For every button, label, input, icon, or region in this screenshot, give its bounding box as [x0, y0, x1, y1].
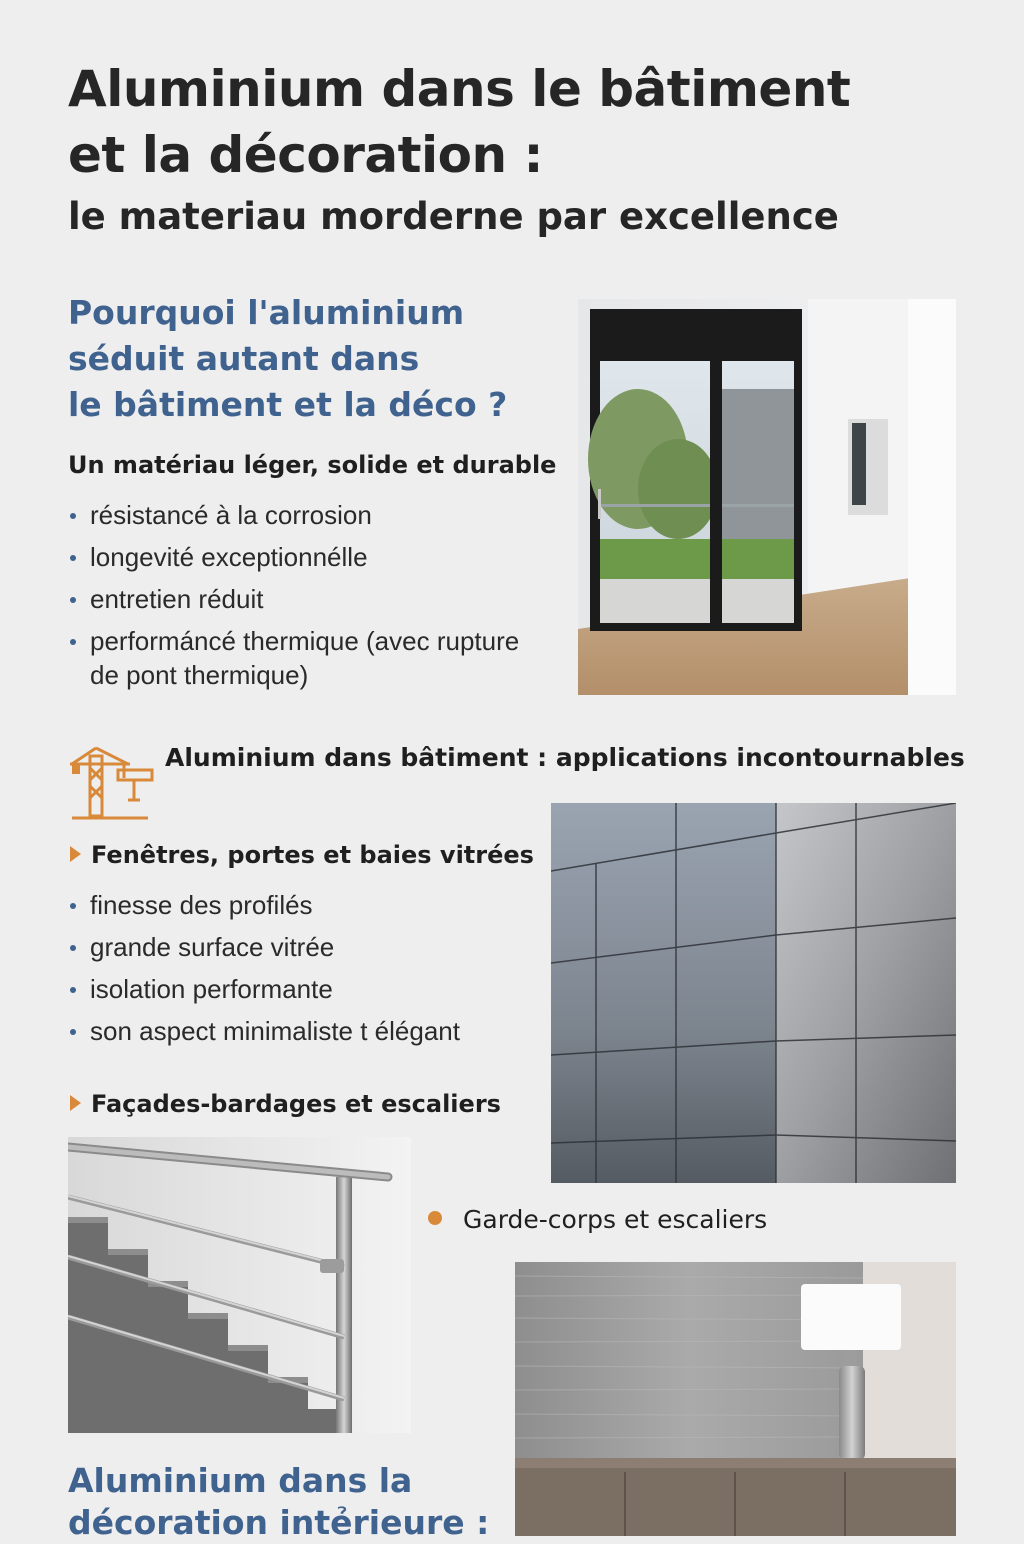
railings-heading: Garde-corps et escaliers [463, 1205, 768, 1234]
deco-heading [68, 1460, 489, 1544]
page-subtitle: le materiau morderne par excellence [68, 195, 839, 238]
list-item: longevité exceptionnélle [68, 540, 528, 574]
why-heading-line-1: Pourquoi l'aluminium [68, 293, 465, 332]
why-heading-line-2: séduit autant dans [68, 339, 420, 378]
orange-dot-icon [428, 1211, 442, 1225]
why-heading-line-3: le bâtiment et la déco ? [68, 385, 508, 424]
why-heading [68, 290, 507, 428]
facade-photo-illustration [551, 803, 956, 1183]
arrow-right-icon [70, 1095, 81, 1111]
building-heading: Aluminium dans bâtiment : applications incontournables [165, 743, 965, 772]
staircase-railing-photo [68, 1137, 411, 1433]
bullet-dot-icon [70, 903, 76, 909]
bullet-dot-icon [70, 639, 76, 645]
crane-icon [68, 742, 154, 822]
interior-deco-photo [515, 1262, 956, 1536]
deco-heading-line-2: décoration intẻrieure : [68, 1503, 490, 1542]
list-item: grande surface vitrée [68, 930, 538, 964]
list-item: résistancé à la corrosion [68, 498, 528, 532]
bullet-dot-icon [70, 555, 76, 561]
bullet-dot-icon [70, 597, 76, 603]
list-item: isolation performante [68, 972, 538, 1006]
windows-bullet-list [68, 888, 538, 1048]
page-title-line-1: Aluminium dans le bâtiment [68, 60, 851, 118]
list-item: finesse des profilés [68, 888, 538, 922]
facades-heading: Façades-bardages et escaliers [70, 1092, 501, 1116]
arrow-right-icon [70, 846, 81, 862]
windows-heading: Fenêtres, portes et baies vitrées [70, 843, 534, 867]
bullet-dot-icon [70, 513, 76, 519]
bullet-dot-icon [70, 945, 76, 951]
staircase-photo-illustration [68, 1137, 411, 1433]
facade-cladding-photo [551, 803, 956, 1183]
interior-photo-illustration [578, 299, 956, 695]
list-item: entretien réduit [68, 582, 528, 616]
deco-photo-illustration [515, 1262, 956, 1536]
why-subheading: Un matériau léger, solide et durable [68, 451, 557, 479]
page-title-line-2: et la décoration : [68, 126, 543, 184]
why-bullet-list [68, 498, 528, 692]
deco-heading-line-1: Aluminium dans la [68, 1461, 413, 1500]
list-item: son aspect minimaliste t élégant [68, 1014, 538, 1048]
bullet-dot-icon [70, 987, 76, 993]
interior-sliding-door-photo [578, 299, 956, 695]
bullet-dot-icon [70, 1029, 76, 1035]
list-item: performáncé thermique (avec rupture de pont thermique) [68, 624, 528, 692]
